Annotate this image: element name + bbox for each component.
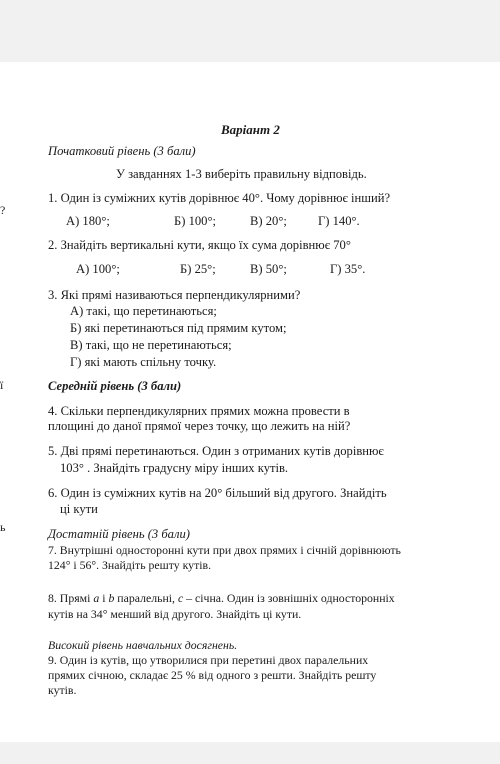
top-bar — [0, 0, 500, 62]
instruction-text: У завданнях 1-3 виберіть правильну відповідь. — [116, 167, 367, 181]
level-heading-sufficient: Достатній рівень (3 бали) — [48, 527, 190, 541]
question-2-option-b: Б) 25°; — [180, 262, 216, 276]
question-1-option-c: В) 20°; — [250, 214, 287, 228]
question-7-line-1: 7. Внутрішні односторонні кути при двох прямих і січній дорівнюють — [48, 543, 401, 557]
question-7-line-2: 124° і 56°. Знайдіть решту кутів. — [48, 558, 212, 572]
question-6-line-1: 6. Один із суміжних кутів на 20° більший від другого. Знайдіть — [48, 486, 387, 500]
question-4-line-2: площині до даної прямої через точку, що лежить на ній? — [48, 419, 351, 433]
question-8-line-1: 8. Прямі a і b паралельні, c – січна. Один із зовнішніх односторонніх — [48, 591, 395, 605]
question-9-line-1: 9. Один із кутів, що утворилися при перетині двох паралельних — [48, 653, 369, 667]
question-6-line-2: ці кути — [60, 502, 98, 516]
question-2-option-c: В) 50°; — [250, 262, 287, 276]
question-9-line-3: кутів. — [48, 683, 77, 697]
question-8-line-2: кутів на 34° менший від другого. Знайдіть ці кути. — [48, 607, 302, 621]
level-heading-initial: Початковий рівень (3 бали) — [48, 144, 196, 158]
question-3-option-a: А) такі, що перетинаються; — [70, 304, 217, 318]
question-2-text: 2. Знайдіть вертикальні кути, якщо їх сума дорівнює 70° — [48, 238, 351, 252]
question-5-line-1: 5. Дві прямі перетинаються. Один з отриманих кутів дорівнює — [48, 444, 384, 458]
edge-fragment: ? — [0, 203, 6, 217]
variant-title: Варіант 2 — [221, 122, 280, 137]
level-heading-high: Високий рівень навчальних досягнень. — [48, 638, 238, 652]
question-1-option-b: Б) 100°; — [174, 214, 216, 228]
question-1-option-a: А) 180°; — [66, 214, 110, 228]
question-3-option-c: В) такі, що не перетинаються; — [70, 338, 232, 352]
edge-fragment: ь — [0, 520, 6, 534]
question-3-text: 3. Які прямі називаються перпендикулярними? — [48, 288, 301, 302]
bottom-bar — [0, 742, 500, 764]
question-1-option-d: Г) 140°. — [318, 214, 360, 228]
question-9-line-2: прямих січною, складає 25 % від одного з решти. Знайдіть решту — [48, 668, 377, 682]
question-2-option-a: А) 100°; — [76, 262, 120, 276]
question-2-option-d: Г) 35°. — [330, 262, 366, 276]
question-3-option-b: Б) які перетинаються під прямим кутом; — [70, 321, 287, 335]
question-4-line-1: 4. Скільки перпендикулярних прямих можна провести в — [48, 404, 350, 418]
edge-fragment: ї — [0, 378, 4, 392]
question-5-line-2: 103° . Знайдіть градусну міру інших кутів. — [60, 461, 289, 475]
question-1-text: 1. Один із суміжних кутів дорівнює 40°. Чому дорівнює інший? — [48, 191, 391, 205]
question-3-option-d: Г) які мають спільну точку. — [70, 355, 217, 369]
level-heading-middle: Середній рівень (3 бали) — [48, 379, 182, 393]
